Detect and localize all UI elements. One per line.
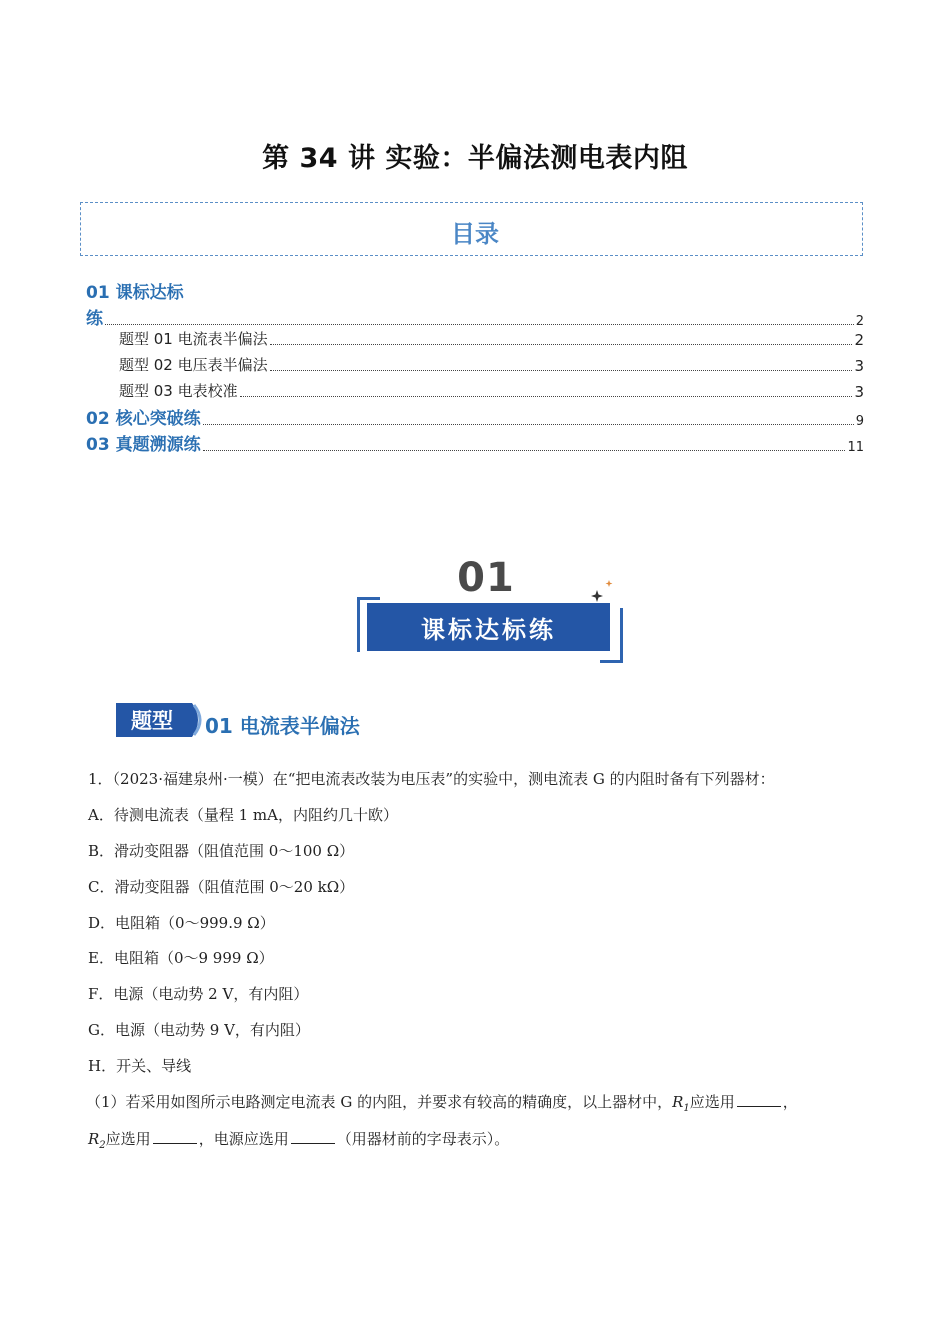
toc-entry-label: 03 真题溯源练 xyxy=(86,435,201,455)
toc-entry-label: 02 核心突破练 xyxy=(86,409,201,429)
toc-page-number: 2 xyxy=(854,331,864,349)
option-a: A．待测电流表（量程 1 mA，内阻约几十欧） xyxy=(88,806,398,824)
question-intro: 1．（2023·福建泉州·一模）在“把电流表改装为电压表”的实验中，测电流表 G 的内阻时备有下列器材： xyxy=(88,770,775,788)
option-b: B．滑动变阻器（阻值范围 0～100 Ω） xyxy=(88,842,355,860)
option-g: G．电源（电动势 9 V，有内阻） xyxy=(88,1021,310,1039)
section-number: 01 xyxy=(457,555,515,601)
toc-entry-label: 题型 01 电流表半偏法 xyxy=(119,330,268,348)
toc-entry-1[interactable] xyxy=(86,304,864,329)
toc-entry-label: 题型 03 电表校准 xyxy=(119,382,238,400)
toc-leader xyxy=(270,343,853,345)
part1-line-1: （1）若采用如图所示电路测定电流表 G 的内阻，并要求有较高的精确度，以上器材中，$R_1$应选用 ， xyxy=(86,1093,798,1114)
toc-entry-6[interactable] xyxy=(86,430,864,455)
option-f: F．电源（电动势 2 V，有内阻） xyxy=(88,985,309,1003)
toc-page-number: 9 xyxy=(855,414,864,429)
toc-page-number: 3 xyxy=(854,357,864,375)
toc-page-number: 2 xyxy=(855,314,864,329)
toc-entry-3[interactable] xyxy=(86,354,864,375)
toc-leader xyxy=(270,369,853,371)
toc-heading: 目录 xyxy=(451,220,499,248)
toc-entry-label: 题型 02 电压表半偏法 xyxy=(119,356,268,374)
section-badge xyxy=(357,597,623,663)
option-c: C．滑动变阻器（阻值范围 0～20 kΩ） xyxy=(88,878,355,896)
toc-leader xyxy=(105,323,854,325)
answer-blank-r1[interactable] xyxy=(737,1092,781,1107)
answer-blank-source[interactable] xyxy=(291,1129,335,1144)
part1-line-2: $R_2$应选用 ，电源应选用 （用器材前的字母表示）。 xyxy=(88,1130,510,1151)
option-d: D．电阻箱（0～999.9 Ω） xyxy=(88,914,275,932)
toc-entry-label: 练 xyxy=(86,309,103,329)
r1-symbol: R xyxy=(672,1093,684,1111)
answer-blank-r2[interactable] xyxy=(153,1129,197,1144)
option-e: E．电阻箱（0～9 999 Ω） xyxy=(88,949,274,967)
toc-entry-1-line-a[interactable]: 01 课标达标 xyxy=(86,283,184,303)
toc-page-number: 11 xyxy=(847,440,864,455)
toc-entry-2[interactable] xyxy=(86,328,864,349)
toc-leader xyxy=(240,395,853,397)
toc-leader xyxy=(203,423,854,425)
toc-page-number: 3 xyxy=(854,383,864,401)
r2-symbol: R xyxy=(88,1130,100,1148)
section-label: 课标达标练 xyxy=(367,603,610,651)
toc-leader xyxy=(203,449,846,451)
type-tag-icon xyxy=(116,701,204,739)
page-title: 第 34 讲 实验：半偏法测电表内阻 xyxy=(262,143,688,174)
type-tag-label: 题型 xyxy=(131,708,173,733)
type-heading-text: 01 电流表半偏法 xyxy=(205,714,360,738)
toc-entry-4[interactable] xyxy=(86,380,864,401)
option-h: H．开关、导线 xyxy=(88,1057,192,1075)
toc-entry-5[interactable] xyxy=(86,404,864,429)
